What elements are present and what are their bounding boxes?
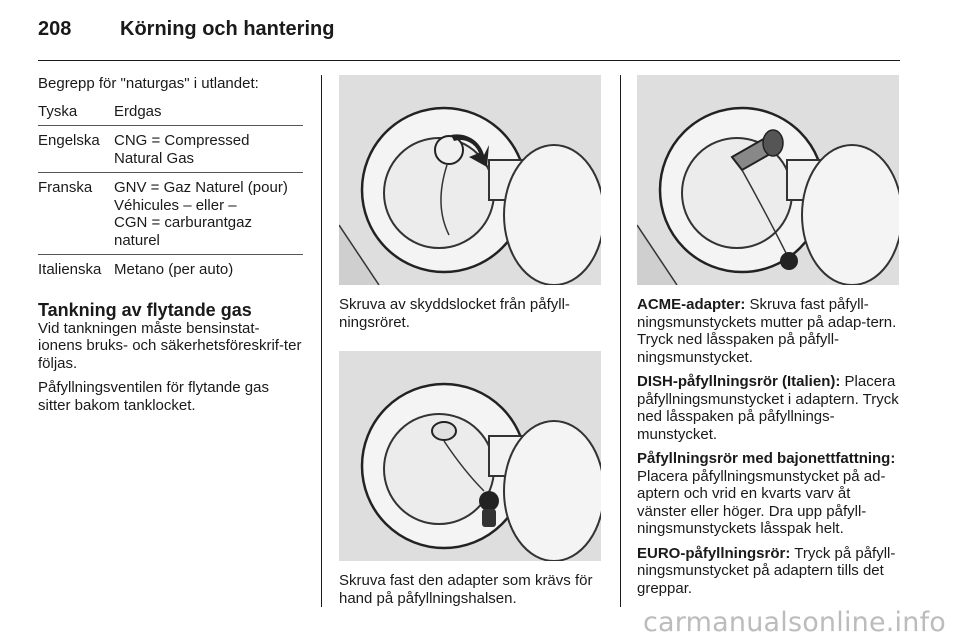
term-line: CNG = Compressed — [114, 132, 250, 149]
column-divider — [321, 75, 322, 607]
column-left — [38, 75, 303, 421]
instruction-text: Placera påfyllningsmunstycket i adaptern. Tryck ned låsspaken på påfyllnings-munstycket. — [637, 373, 899, 443]
column-middle — [339, 75, 604, 607]
table-row — [38, 173, 303, 255]
table-row — [38, 101, 303, 126]
instruction-item — [637, 296, 902, 366]
instruction-text: Tryck på påfyll-ningsmunstycket på adaptern tills det greppar. — [637, 544, 896, 597]
instruction-item — [637, 373, 902, 443]
table-row — [38, 255, 303, 284]
adapter-drawing — [339, 351, 601, 561]
language-name: Franska — [38, 173, 114, 255]
header-divider — [38, 60, 900, 61]
term-line: GNV = Gaz Naturel (pour) — [114, 179, 288, 196]
page-title: Körning och hantering — [120, 18, 335, 40]
figure-caption: Skruva fast den adapter som krävs för hand på påfyllningshalsen. — [339, 572, 593, 607]
term-cell — [114, 173, 303, 255]
illustration-adapter-fitted — [637, 75, 899, 285]
instruction-label: Påfyllningsrör med bajonettfattning: — [637, 450, 896, 467]
illustration-fit-adapter — [339, 351, 601, 561]
term-cell — [114, 126, 303, 173]
term-cell — [114, 101, 303, 126]
figure-caption: Skruva av skyddslocket från påfyll-ningsröret. — [339, 296, 570, 331]
language-name: Italienska — [38, 255, 114, 284]
instruction-label: DISH-påfyllningsrör (Italien): — [637, 373, 841, 390]
term-line: Natural Gas — [114, 149, 195, 167]
page-header — [38, 18, 334, 48]
illustration-unscrew-cap — [339, 75, 601, 285]
term-cell — [114, 255, 303, 284]
instruction-label: EURO-påfyllningsrör: — [637, 544, 791, 562]
language-name: Tyska — [38, 102, 78, 120]
term-line: Metano (per auto) — [114, 261, 234, 278]
paragraph: Vid tankningen måste bensinstat-ionens bruks- och säkerhetsföreskrif-ter följas. — [38, 319, 302, 372]
term-line: naturel — [114, 231, 160, 249]
section-heading: Tankning av flytande gas — [38, 299, 252, 320]
watermark: carmanualsonline.info — [643, 607, 946, 638]
intro-text: Begrepp för "naturgas" i utlandet: — [38, 75, 259, 92]
term-line: Erdgas — [114, 102, 162, 120]
instruction-text: Placera påfyllningsmunstycket på ad-aptern och vrid en kvarts varv åt vänster eller höger. Dra upp påfyll-ningsmunstyckets låsspak helt. — [637, 467, 886, 537]
column-divider — [620, 75, 621, 607]
fitted-adapter-drawing — [637, 75, 899, 285]
term-line: Véhicules – eller – — [114, 196, 237, 214]
page-number: 208 — [38, 18, 72, 40]
instruction-label: ACME-adapter: — [637, 296, 746, 313]
adapter-instructions — [637, 296, 902, 597]
column-right — [637, 75, 902, 604]
instruction-item — [637, 545, 902, 598]
language-terms-table — [38, 101, 303, 284]
instruction-text: Skruva fast påfyll-ningsmunstyckets mutter på adap-tern. Tryck ned låsspaken på påfyll-ningsmunstycket. — [637, 296, 897, 366]
filler-cap-drawing — [339, 75, 601, 285]
language-name: Engelska — [38, 126, 114, 173]
instruction-item — [637, 450, 902, 538]
table-row — [38, 126, 303, 173]
term-line: CGN = carburantgaz — [114, 214, 252, 231]
paragraph: Påfyllningsventilen för flytande gas sitter bakom tanklocket. — [38, 379, 269, 414]
